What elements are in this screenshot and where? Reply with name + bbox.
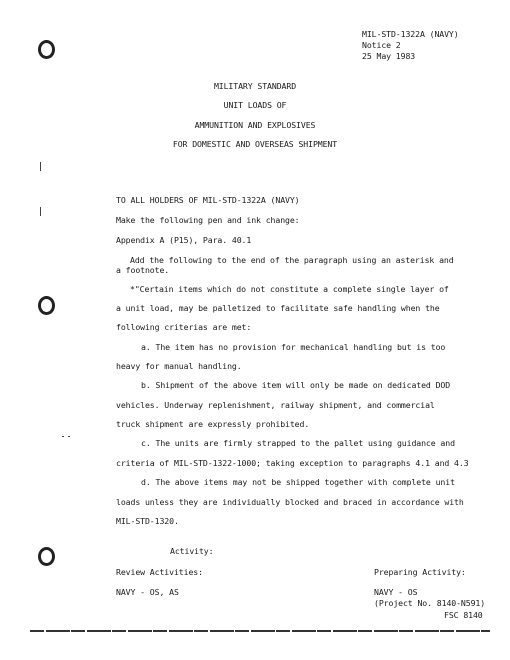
criteria-a-line-1: a. The item has no provision for mechanical handling but is too [141, 342, 446, 352]
instruction-line: Make the following pen and ink change: [116, 215, 300, 225]
margin-mark [40, 162, 41, 171]
criteria-b-line-1: b. Shipment of the above item will only be made on dedicated DOD [141, 380, 451, 390]
paragraph-1-line-2: a footnote. [116, 265, 170, 275]
review-activities-label: Review Activities: [116, 567, 203, 577]
title-line-3: AMMUNITION AND EXPLOSIVES [194, 120, 316, 130]
preparing-activity-value: NAVY - OS [374, 587, 418, 597]
criteria-d-line-1: d. The above items may not be shipped together with complete unit [141, 477, 455, 487]
notice-number: Notice 2 [362, 40, 401, 50]
preparing-activity-label: Preparing Activity: [374, 567, 466, 577]
margin-mark [68, 436, 70, 437]
bottom-scan-line [30, 630, 490, 632]
notice-date: 25 May 1983 [362, 51, 416, 61]
criteria-a-line-2: heavy for manual handling. [116, 361, 242, 371]
punch-hole-top [38, 40, 55, 59]
paragraph-2-line-1: *"Certain items which do not constitute a complete single layer of [130, 284, 449, 294]
criteria-c-line-2: criteria of MIL-STD-1322-1000; taking exception to paragraphs 4.1 and 4.3 [116, 458, 469, 468]
title-line-2: UNIT LOADS OF [223, 100, 287, 110]
criteria-b-line-3: truck shipment are expressly prohibited. [116, 419, 310, 429]
criteria-d-line-2: loads unless they are individually blocked and braced in accordance with [116, 497, 464, 507]
criteria-c-line-1: c. The units are firmly strapped to the pallet using guidance and [141, 438, 455, 448]
fsc-code: FSC 8140 [444, 610, 483, 620]
project-number: (Project No. 8140-N591) [374, 598, 486, 608]
doc-number: MIL-STD-1322A (NAVY) [362, 29, 459, 39]
reference-line: Appendix A (P15), Para. 40.1 [116, 235, 252, 245]
punch-hole-bottom [38, 547, 55, 566]
criteria-b-line-2: vehicles. Underway replenishment, railway shipment, and commercial [116, 400, 435, 410]
title-line-4: FOR DOMESTIC AND OVERSEAS SHIPMENT [172, 139, 338, 149]
title-line-1: MILITARY STANDARD [213, 81, 297, 91]
paragraph-2-line-3: following criterias are met: [116, 322, 252, 332]
activity-label: Activity: [170, 546, 214, 556]
paragraph-2-line-2: a unit load, may be palletized to facilitate safe handling when the [116, 303, 440, 313]
punch-hole-middle [38, 296, 55, 315]
paragraph-1-line-1: Add the following to the end of the paragraph using an asterisk and [130, 255, 454, 265]
to-holders-line: TO ALL HOLDERS OF MIL-STD-1322A (NAVY) [116, 195, 300, 205]
margin-mark [62, 436, 64, 437]
criteria-d-line-3: MIL-STD-1320. [116, 516, 179, 526]
margin-mark [40, 207, 41, 216]
review-activities-value: NAVY - OS, AS [116, 587, 179, 597]
